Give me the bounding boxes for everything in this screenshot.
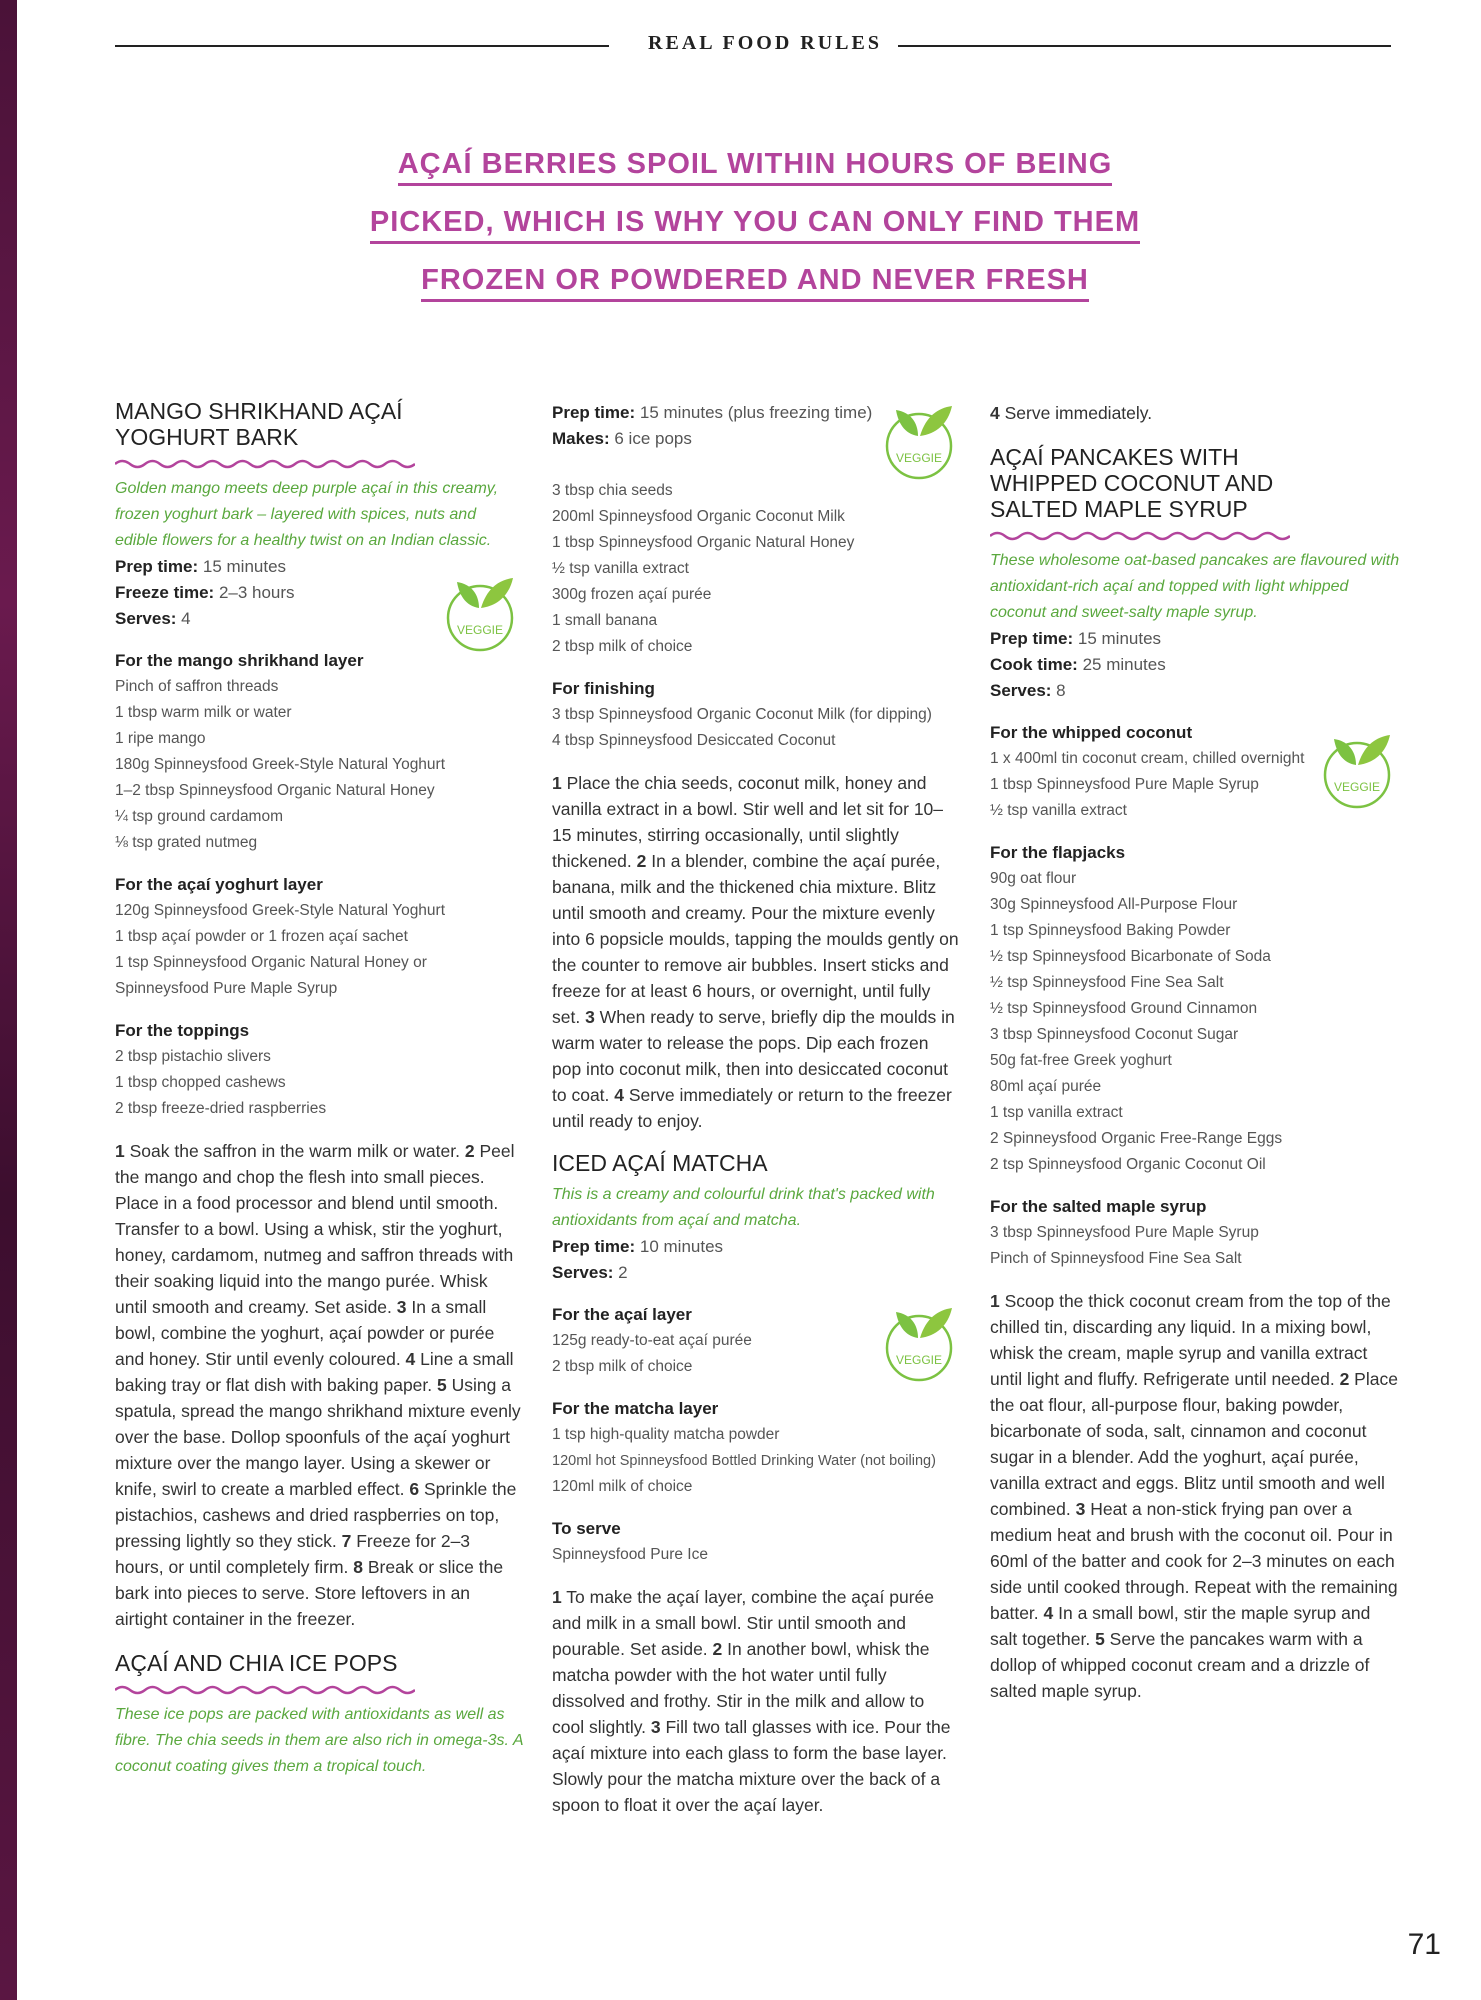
step-number: 4 — [614, 1085, 624, 1105]
ingredient: Spinneysfood Pure Ice — [552, 1546, 708, 1563]
section-heading: For the toppings — [115, 1021, 250, 1040]
meta-label: Makes: — [552, 429, 610, 448]
recipe-title: ICED AÇAÍ MATCHA — [552, 1150, 768, 1176]
ingredient-list — [115, 1044, 523, 1122]
meta-value: 8 — [1056, 681, 1066, 700]
meta-label: Serves: — [115, 609, 177, 628]
meta-label: Prep time: — [115, 557, 199, 576]
ingredient: 3 tbsp Spinneysfood Coconut Sugar — [990, 1026, 1239, 1043]
ingredient: Pinch of Spinneysfood Fine Sea Salt — [990, 1250, 1242, 1267]
section-heading: For the mango shrikhand layer — [115, 651, 364, 670]
step-number: 4 — [405, 1349, 416, 1369]
section-heading: For the açaí yoghurt layer — [115, 875, 323, 894]
badge-label: VEGGIE — [895, 451, 943, 465]
ingredient: ½ tsp Spinneysfood Ground Cinnamon — [990, 1000, 1258, 1017]
step-number: 5 — [437, 1375, 447, 1395]
ingredient-list — [552, 478, 960, 660]
meta-value: 25 minutes — [1082, 655, 1166, 674]
section-heading: For the whipped coconut — [990, 723, 1193, 742]
section-heading: For the salted maple syrup — [990, 1197, 1207, 1216]
ingredient: 2 tbsp milk of choice — [552, 1358, 693, 1375]
step-number: 2 — [1339, 1369, 1350, 1389]
wave-divider — [115, 458, 415, 470]
step-number: 4 — [990, 403, 1000, 423]
ingredient: ½ tsp Spinneysfood Bicarbonate of Soda — [990, 948, 1271, 965]
step-number: 6 — [409, 1479, 420, 1499]
ingredient: 1 x 400ml tin coconut cream, chilled overnight — [990, 750, 1305, 767]
recipe-title — [990, 444, 1400, 522]
recipe-title-line: YOGHURT BARK — [115, 424, 299, 450]
step-text: Place the oat flour, all-purpose flour, baking powder, bicarbonate of soda, salt, cinnamon and coconut sugar in a blender. Add the yoghurt, açaí purée, vanilla extract and eggs. Blitz until smooth and well combined. — [990, 1369, 1398, 1519]
badge-label: VEGGIE — [1333, 780, 1381, 794]
recipe-method — [552, 770, 960, 1134]
ingredient: 300g frozen açaí purée — [552, 586, 712, 603]
ingredient: 1 tbsp chopped cashews — [115, 1074, 286, 1091]
ingredient: 1 tsp Spinneysfood Baking Powder — [990, 922, 1231, 939]
step-text: In a small bowl, stir the maple syrup and salt together. — [990, 1603, 1371, 1649]
step-text: Serve the pancakes warm with a dollop of whipped coconut cream and a drizzle of salted maple syrup. — [990, 1629, 1370, 1701]
step-text: Scoop the thick coconut cream from the top of the chilled tin, discarding any liquid. In a mixing bowl, whisk the cream, maple syrup and vanilla extract until light and fluffy. Refrigerate until needed. — [990, 1291, 1391, 1389]
ingredient: 1 ripe mango — [115, 730, 206, 747]
ingredient-list — [990, 866, 1400, 1178]
ingredient: 90g oat flour — [990, 870, 1077, 887]
ingredient: 1 tbsp warm milk or water — [115, 704, 292, 721]
ingredient: 120ml milk of choice — [552, 1478, 693, 1495]
ingredient: 2 tsp Spinneysfood Organic Coconut Oil — [990, 1156, 1266, 1173]
ingredient: 1–2 tbsp Spinneysfood Organic Natural Honey — [115, 782, 435, 799]
meta-value: 15 minutes — [1077, 629, 1162, 648]
recipe-title: AÇAÍ AND CHIA ICE POPS — [115, 1650, 398, 1676]
ingredient: 50g fat-free Greek yoghurt — [990, 1052, 1172, 1069]
meta-label: Freeze time: — [115, 583, 215, 602]
veggie-badge-icon — [882, 396, 956, 482]
meta-label: Prep time: — [990, 629, 1074, 648]
recipe-method — [990, 1288, 1400, 1704]
ingredient: Pinch of saffron threads — [115, 678, 279, 695]
ingredient: 3 tbsp Spinneysfood Pure Maple Syrup — [990, 1224, 1259, 1241]
step-number: 1 — [552, 1587, 562, 1607]
ingredient: ½ tsp vanilla extract — [990, 802, 1127, 819]
header-title: REAL FOOD RULES — [648, 32, 882, 54]
step-text: Serve immediately or return to the freezer until ready to enjoy. — [552, 1085, 952, 1131]
step-number: 7 — [341, 1531, 352, 1551]
pull-quote-line: FROZEN OR POWDERED AND NEVER FRESH — [421, 261, 1089, 302]
step-number: 3 — [650, 1717, 661, 1737]
page-number: 71 — [1407, 1928, 1441, 1961]
ingredient: 180g Spinneysfood Greek-Style Natural Yoghurt — [115, 756, 446, 773]
step-text: Heat a non-stick frying pan over a medium heat and brush with the coconut oil. Pour in 60ml of the batter and cook for 2–3 minutes on each side until cooked through. Repeat with the remaining batter. — [990, 1499, 1398, 1623]
step-number: 3 — [396, 1297, 407, 1317]
step-text: Line a small baking tray or flat dish with baking paper. — [115, 1349, 514, 1395]
section-header — [115, 32, 1391, 58]
step-text: Place the chia seeds, coconut milk, honey and vanilla extract in a bowl. Stir well and let sit for 10–15 minutes, stirring occasionally, until slightly thickened. — [552, 773, 944, 871]
step-number: 2 — [636, 851, 647, 871]
ingredient: 1 tsp vanilla extract — [990, 1104, 1123, 1121]
badge-label: VEGGIE — [456, 623, 504, 637]
ingredient: 80ml açaí purée — [990, 1078, 1102, 1095]
meta-value: 10 minutes — [639, 1237, 724, 1256]
ingredient: 2 tbsp milk of choice — [552, 638, 693, 655]
meta-label: Serves: — [552, 1263, 614, 1282]
column-right — [990, 400, 1400, 1704]
step-text: In a blender, combine the açaí purée, banana, milk and the thickened chia mixture. Blitz until smooth and creamy. Pour the mixture evenly into 6 popsicle moulds, tapping the moulds gently on the counter to remove air bubbles. Insert sticks and freeze for at least 6 hours, or overnight, until fully set. — [552, 851, 959, 1027]
meta-value: 15 minutes (plus freezing time) — [639, 403, 873, 422]
ingredient: 1 tsp Spinneysfood Organic Natural Honey or — [115, 954, 427, 971]
step-number: 3 — [1075, 1499, 1086, 1519]
step-text: In a small bowl, combine the yoghurt, açaí powder or purée and honey. Stir until evenly coloured. — [115, 1297, 495, 1369]
step-text: Using a spatula, spread the mango shrikhand mixture evenly over the base. Dollop spoonfuls of the açaí yoghurt mixture over the mango layer. Using a skewer or knife, swirl to create a marbled effect. — [115, 1375, 521, 1499]
meta-value: 15 minutes — [202, 557, 287, 576]
meta-value: 2 — [618, 1263, 628, 1282]
recipe-title-line: AÇAÍ PANCAKES WITH — [990, 444, 1239, 470]
meta-label: Serves: — [990, 681, 1052, 700]
header-rule-left — [115, 45, 609, 47]
meta-label: Prep time: — [552, 403, 636, 422]
step-number: 1 — [990, 1291, 1000, 1311]
ingredient: 1 tbsp Spinneysfood Pure Maple Syrup — [990, 776, 1259, 793]
step-number: 1 — [552, 773, 562, 793]
ingredient: 1 tsp high-quality matcha powder — [552, 1426, 780, 1443]
step-text: In another bowl, whisk the matcha powder with the hot water until fully dissolved and frothy. Stir in the milk and allow to cool slightly. — [552, 1639, 930, 1737]
recipe-title-line: WHIPPED COCONUT AND — [990, 470, 1274, 496]
ingredient-list — [990, 1220, 1400, 1272]
pull-quote-line: AÇAÍ BERRIES SPOIL WITHIN HOURS OF BEING — [398, 145, 1113, 186]
ingredient: 200ml Spinneysfood Organic Coconut Milk — [552, 508, 845, 525]
veggie-badge-icon — [1320, 725, 1394, 811]
step-number: 2 — [712, 1639, 723, 1659]
ingredient: 2 Spinneysfood Organic Free-Range Eggs — [990, 1130, 1283, 1147]
ingredient: 1 tbsp Spinneysfood Organic Natural Honey — [552, 534, 855, 551]
ingredient: 1 tbsp açaí powder or 1 frozen açaí sachet — [115, 928, 408, 945]
recipe-method — [552, 1584, 960, 1818]
wave-divider — [115, 1684, 415, 1696]
ingredient: ½ tsp vanilla extract — [552, 560, 689, 577]
section-heading: For the matcha layer — [552, 1399, 719, 1418]
recipe-intro: This is a creamy and colourful drink that's packed with antioxidants from açaí and matcha. — [552, 1186, 935, 1229]
recipe-intro: These wholesome oat-based pancakes are flavoured with antioxidant-rich açaí and topped with light whipped coconut and sweet-salty maple syrup. — [990, 552, 1400, 621]
step-text: When ready to serve, briefly dip the moulds in warm water to release the pops. Dip each frozen pop into coconut milk, then into desiccated coconut to coat. — [552, 1007, 955, 1105]
ingredient: 3 tbsp chia seeds — [552, 482, 673, 499]
recipe-title-line: MANGO SHRIKHAND AÇAÍ — [115, 398, 403, 424]
section-heading: To serve — [552, 1519, 621, 1538]
ingredient-list — [115, 898, 523, 1002]
pull-quote — [150, 145, 1360, 319]
recipe-meta — [552, 1234, 960, 1286]
step-text: To make the açaí layer, combine the açaí purée and milk in a small bowl. Stir until smooth and pourable. Set aside. — [552, 1587, 934, 1659]
step-text: Peel the mango and chop the flesh into small pieces. Place in a food processor and blend until smooth. Transfer to a bowl. Using a whisk, stir the yoghurt, honey, cardamom, nutmeg and saffron threads with their soaking liquid into the mango purée. Whisk until smooth and creamy. Set aside. — [115, 1141, 515, 1317]
recipe-method — [115, 1138, 523, 1632]
section-heading: For the flapjacks — [990, 843, 1126, 862]
ingredient: ⅛ tsp grated nutmeg — [115, 834, 258, 851]
step-number: 2 — [464, 1141, 475, 1161]
step-number: 5 — [1095, 1629, 1105, 1649]
recipe-intro: Golden mango meets deep purple açaí in this creamy, frozen yoghurt bark – layered with spices, nuts and edible flowers for a healthy twist on an Indian classic. — [115, 480, 499, 549]
step-number: 4 — [1043, 1603, 1054, 1623]
page-edge-image — [0, 0, 17, 2000]
pull-quote-line: PICKED, WHICH IS WHY YOU CAN ONLY FIND THEM — [370, 203, 1140, 244]
meta-label: Cook time: — [990, 655, 1078, 674]
recipe-meta — [990, 626, 1400, 704]
badge-label: VEGGIE — [895, 1353, 943, 1367]
step-text: Freeze for 2–3 hours, or until completely firm. — [115, 1531, 471, 1577]
meta-value: 6 ice pops — [614, 429, 692, 448]
recipe-intro: These ice pops are packed with antioxidants as well as fibre. The chia seeds in them are also rich in omega-3s. A coconut coating gives them a tropical touch. — [115, 1706, 523, 1775]
ingredient: 2 tbsp freeze-dried raspberries — [115, 1100, 327, 1117]
recipe-title-line: SALTED MAPLE SYRUP — [990, 496, 1248, 522]
ingredient: ¼ tsp ground cardamom — [115, 808, 284, 825]
wave-divider — [990, 530, 1290, 542]
step-text: Break or slice the bark into pieces to serve. Store leftovers in an airtight container in the freezer. — [115, 1557, 504, 1629]
ingredient: ½ tsp Spinneysfood Fine Sea Salt — [990, 974, 1224, 991]
ingredient-list — [552, 1542, 960, 1568]
section-heading: For the açaí layer — [552, 1305, 692, 1324]
header-rule-right — [898, 45, 1391, 47]
step-number: 8 — [353, 1557, 364, 1577]
step-number: 3 — [585, 1007, 595, 1027]
ingredient: 120ml hot Spinneysfood Bottled Drinking Water (not boiling) — [552, 1453, 936, 1469]
ingredient: 125g ready-to-eat açaí purée — [552, 1332, 752, 1349]
ingredient: Spinneysfood Pure Maple Syrup — [115, 980, 338, 997]
section-heading: For finishing — [552, 679, 655, 698]
step-text: Serve immediately. — [999, 403, 1153, 423]
ingredient-list — [552, 702, 960, 754]
ingredient: 3 tbsp Spinneysfood Organic Coconut Milk (for dipping) — [552, 706, 932, 723]
ingredient: 30g Spinneysfood All-Purpose Flour — [990, 896, 1238, 913]
column-middle — [552, 400, 960, 1818]
veggie-badge-icon — [882, 1298, 956, 1384]
meta-value: 4 — [181, 609, 191, 628]
meta-label: Prep time: — [552, 1237, 636, 1256]
step-text: Fill two tall glasses with ice. Pour the açaí mixture into each glass to form the base layer. Slowly pour the matcha mixture over the back of a spoon to float it over the açaí layer. — [552, 1717, 951, 1815]
step-text: Soak the saffron in the warm milk or water. — [124, 1141, 465, 1161]
recipe-method-continued — [990, 400, 1400, 426]
ingredient: 1 small banana — [552, 612, 658, 629]
ingredient: 120g Spinneysfood Greek-Style Natural Yoghurt — [115, 902, 446, 919]
veggie-badge-icon — [443, 568, 517, 654]
recipe-title — [115, 398, 523, 450]
ingredient-list — [552, 1422, 960, 1500]
ingredient: 2 tbsp pistachio slivers — [115, 1048, 271, 1065]
ingredient: 4 tbsp Spinneysfood Desiccated Coconut — [552, 732, 836, 749]
step-number: 1 — [115, 1141, 125, 1161]
step-text: Sprinkle the pistachios, cashews and dried raspberries on top, pressing lightly so they stick. — [115, 1479, 517, 1551]
ingredient-list — [115, 674, 523, 856]
meta-value: 2–3 hours — [218, 583, 295, 602]
